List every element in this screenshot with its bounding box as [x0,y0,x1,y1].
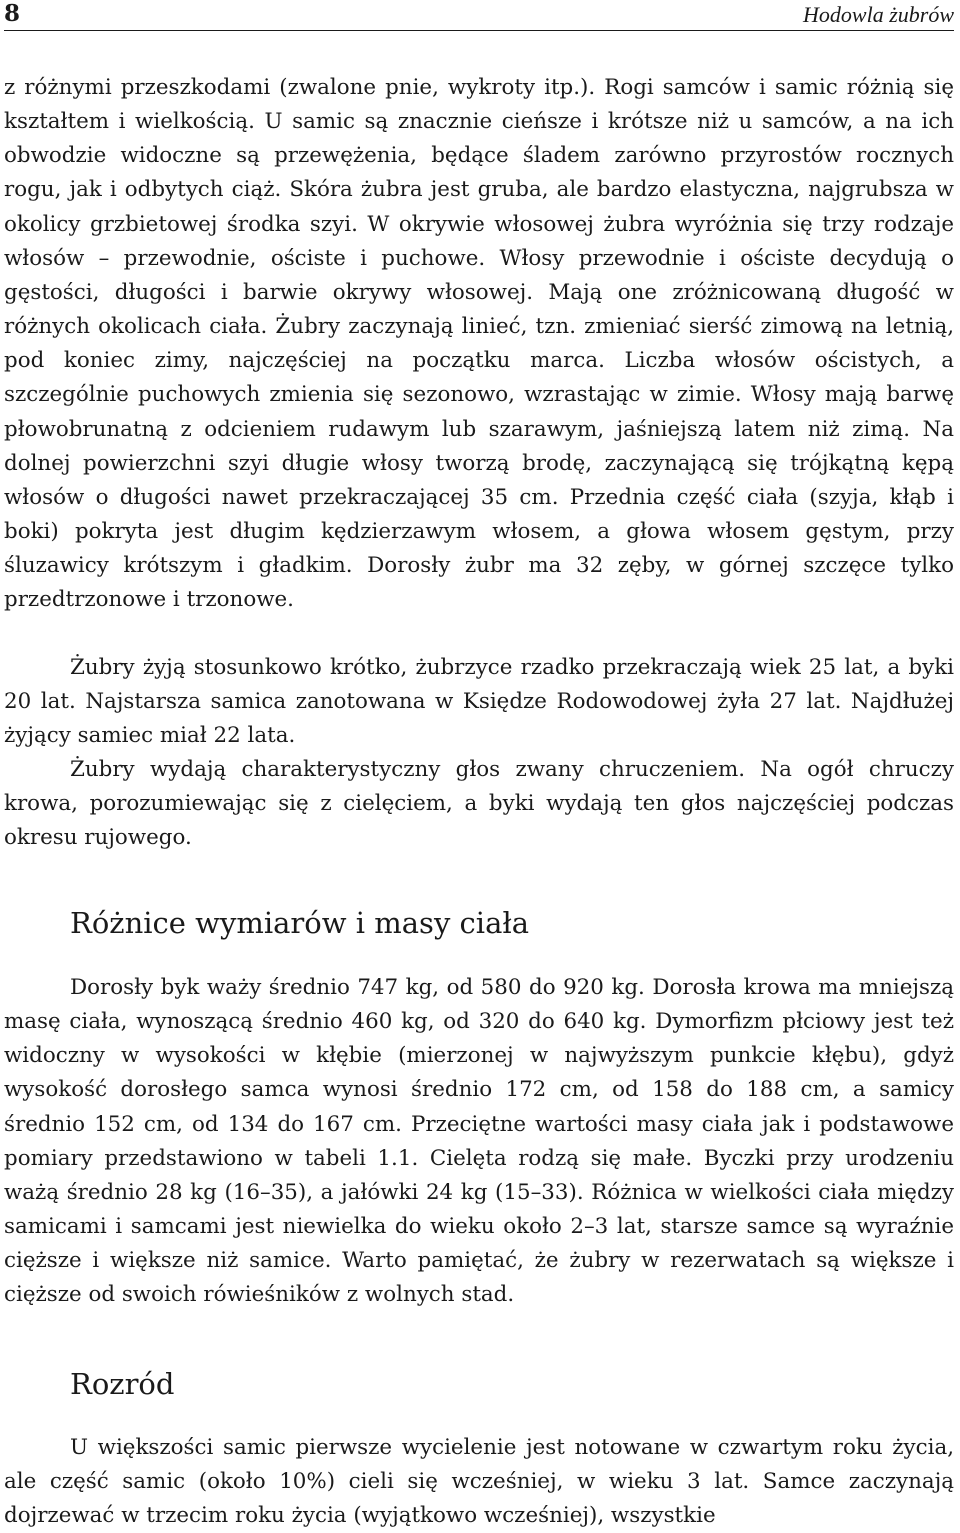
paragraph-size-mass: Dorosły byk waży średnio 747 kg, od 580 do 920 kg. Dorosła krowa ma mniejszą masę ciała, wynoszącą średnio 460 kg, od 320 do 640 kg. Dymorfizm płciowy jest też widoczny w wysokości w kłębie (mierzonej w najwyższym punkcie kłębu), gdyż wysokość dorosłego samca wynosi średnio 172 cm, od 158 do 188 cm, a samicy średnio 152 cm, od 134 do 167 cm. Przeciętne wartości masy ciała jak i podstawowe pomiary przedstawiono w tabeli 1.1. Cielęta rodzą się małe. Byczki przy urodzeniu ważą średnio 28 kg (16–35), a jałówki 24 kg (15–33). Różnica w wielkości ciała między samicami i samcami jest niewielka do wieku około 2–3 lat, starsze samce są wyraźnie cięższe i większe niż samice. Warto pamiętać, że żubry w rezerwatach są większe i cięższe od swoich rówieśników z wolnych stad. [4,975,954,1308]
paragraph-reproduction: U większości samic pierwsze wycielenie jest notowane w czwartym roku życia, ale część samic (około 10%) cieli się wcześniej, w wieku 3 lat. Samce zaczynają dojrzewać w trzecim roku życia (wyjątkowo wcześniej), wszystkie [4,1435,954,1529]
paragraph-lifespan: Żubry żyją stosunkowo krótko, żubrzyce rzadko przekraczają wiek 25 lat, a byki 20 lat. Najstarsza samica zanotowana w Księdze Rodowodowej żyła 27 lat. Najdłużej żyjący samiec miał 22 lata. [4,655,954,749]
running-title: Hodowla żubrów [803,2,954,27]
section-heading-size-mass: Różnice wymiarów i masy ciała [70,906,530,940]
page-number: 8 [4,0,21,27]
paragraph-body-1: z różnymi przeszkodami (zwalone pnie, wykroty itp.). Rogi samców i samic różnią się kształtem i wielkością. U samic są znacznie cieńsze i krótsze niż u samców, a na ich obwodzie widoczne są przewężenia, będące śladem zarówno przyrostów rocznych rogu, jak i odbytych ciąż. Skóra żubra jest gruba, ale bardzo elastyczna, najgrubsza w okolicy grzbietowej środka szyi. W okrywie włosowej żubra wyróżnia się trzy rodzaje włosów – przewodnie, ościste i puchowe. Włosy przewodnie i ościste decydują o gęstości, długości i barwie okrywy włosowej. Mają one zróżnicowaną długość w różnych okolicach ciała. Żubry zaczynają linieć, tzn. zmieniać sierść zimową na letnią, pod koniec zimy, najczęściej na początku marca. Liczba włosów ościstych, a szczególnie puchowych zmienia się sezonowo, wzrastając w zimie. Włosy mają barwę płowobrunatną z odcieniem rudawym lub szarawym, jaśniejszą latem niż zimą. Na dolnej powierzchni szyi długie włosy tworzą brodę, zaczynającą się trójkątną kępą włosów o długości nawet przekraczającej 35 cm. Przednia część ciała (szyja, kłąb i boki) pokryta jest długim kędzierzawym włosem, a głowa włosem gęstym, przy śluzawicy krótszym i gładkim. Dorosły żubr ma 32 zęby, w górnej szczęce tylko przedtrzonowe i trzonowe. [4,75,954,613]
page-header [4,0,954,31]
section-heading-reproduction: Rozród [70,1367,175,1401]
paragraph-voice: Żubry wydają charakterystyczny głos zwany chruczeniem. Na ogół chruczy krowa, porozumiewając się z cielęciem, a byki wydają ten głos najczęściej podczas okresu rujowego. [4,757,954,851]
